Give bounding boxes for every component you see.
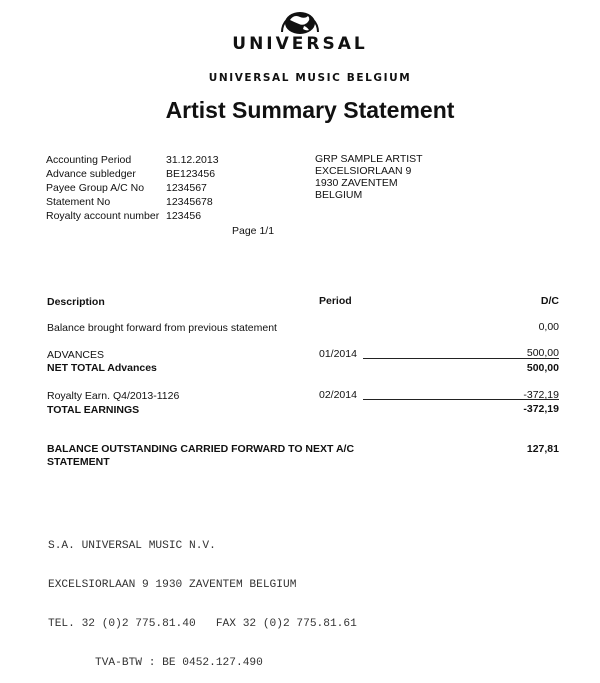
- page-title: Artist Summary Statement: [165, 97, 455, 123]
- column-dc: D/C: [540, 295, 559, 307]
- meta-label: Statement No: [46, 196, 111, 208]
- balance-outstanding-line2: STATEMENT: [47, 456, 110, 468]
- footer-line: TVA-BTW : BE 0452.127.490: [48, 657, 263, 669]
- footer-line: S.A. UNIVERSAL MUSIC N.V.: [48, 540, 216, 552]
- balance-outstanding-label: [47, 443, 354, 469]
- royalty-label: Royalty Earn. Q4/2013-1126: [47, 390, 180, 402]
- meta-label: Royalty account number: [46, 210, 160, 222]
- meta-value: 31.12.2013: [166, 154, 219, 166]
- net-total-advances-label: NET TOTAL Advances: [47, 362, 157, 374]
- footer-line: EXCELSIORLAAN 9 1930 ZAVENTEM BELGIUM: [48, 579, 297, 591]
- meta-label: Payee Group A/C No: [46, 182, 145, 194]
- footer-line: TEL. 32 (0)2 775.81.40 FAX 32 (0)2 775.81.61: [48, 618, 357, 630]
- meta-values: [166, 153, 219, 223]
- net-total-advances-value: 500,00: [526, 362, 559, 374]
- company-footer: [48, 514, 357, 683]
- universal-logo: [0, 6, 600, 54]
- advances-value: 500,00: [526, 347, 559, 359]
- balance-forward-value: 0,00: [538, 321, 559, 333]
- balance-outstanding-line1: BALANCE OUTSTANDING CARRIED FORWARD TO NEXT A/C: [47, 443, 355, 455]
- total-earnings-value: -372,19: [523, 403, 559, 415]
- meta-label: Accounting Period: [46, 154, 132, 166]
- total-earnings-label: TOTAL EARNINGS: [47, 404, 140, 416]
- meta-labels: [46, 153, 159, 223]
- page-number: Page 1/1: [232, 225, 275, 237]
- column-description: Description: [47, 296, 105, 308]
- balance-forward-label: Balance brought forward from previous statement: [47, 322, 277, 334]
- address-line: BELGIUM: [315, 189, 363, 201]
- royalty-value: -372,19: [523, 389, 559, 401]
- brand-wordmark: UNIVERSAL: [232, 34, 368, 54]
- meta-value: 123456: [166, 210, 202, 222]
- column-period: Period: [319, 295, 352, 307]
- balance-outstanding-value: 127,81: [526, 443, 559, 455]
- meta-value: 1234567: [166, 182, 207, 194]
- address-line: 1930 ZAVENTEM: [315, 177, 398, 189]
- meta-value: BE123456: [166, 168, 216, 180]
- company-name: UNIVERSAL MUSIC BELGIUM: [208, 72, 412, 84]
- meta-value: 12345678: [166, 196, 213, 208]
- advances-period: 01/2014: [319, 348, 357, 360]
- artist-address: [315, 153, 423, 201]
- advances-label: ADVANCES: [47, 349, 104, 361]
- royalty-period: 02/2014: [319, 389, 357, 401]
- address-line: EXCELSIORLAAN 9: [315, 165, 412, 177]
- address-line: GRP SAMPLE ARTIST: [315, 153, 423, 165]
- globe-logo-icon: [278, 6, 322, 36]
- meta-label: Advance subledger: [46, 168, 136, 180]
